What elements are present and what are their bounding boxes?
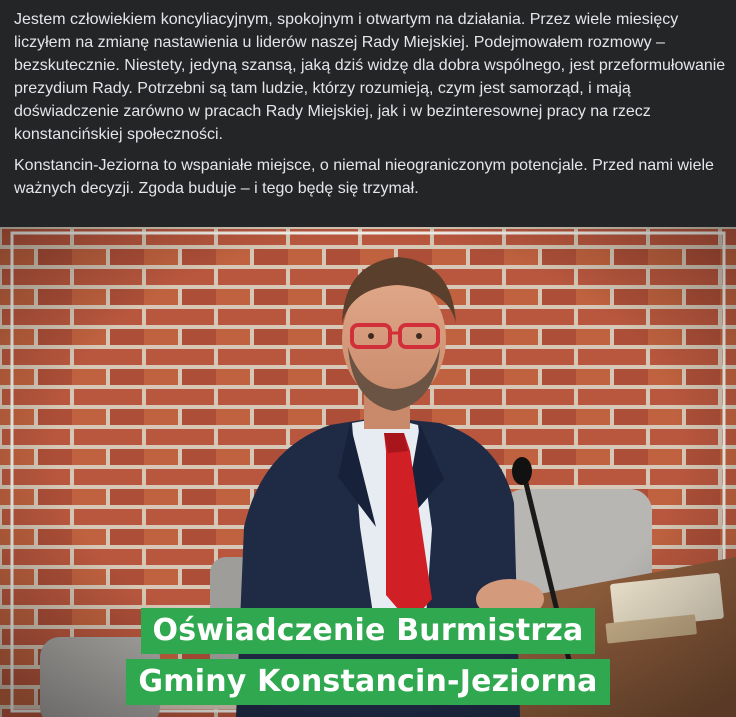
photo-scene [0,227,736,717]
post-paragraph-2: Konstancin-Jeziorna to wspaniałe miejsce, o niemal nieograniczonym potencjale. Przed nami wiele ważnych decyzji. Zgoda buduje – i tego będę się trzymał. [14,157,714,197]
headline-text-2: Gminy Konstancin-Jeziorna [126,659,609,705]
post-photo[interactable] [0,227,736,717]
post-paragraph-1: Jestem człowiekiem koncyliacyjnym, spokojnym i otwartym na działania. Przez wiele miesięcy liczyłem na zmianę nastawienia u liderów naszej Rady Miejskiej. Podejmowałem rozmowy – bezskutecznie. Niestety, jedyną szansą, jaką dziś widzę dla dobra wspólnego, jest przeformułowanie prezydium Rady. Potrzebni są tam ludzie, którzy rozumieją, czym jest samorząd, i mają doświadczenie zarówno w pracach Rady Miejskiej, jak i w bezinteresownej pracy na rzecz konstancińskiej społeczności. [14,11,726,143]
post-text [14,8,726,208]
headline-text-1: Oświadczenie Burmistrza [141,608,596,654]
photo-vignette [0,227,736,717]
